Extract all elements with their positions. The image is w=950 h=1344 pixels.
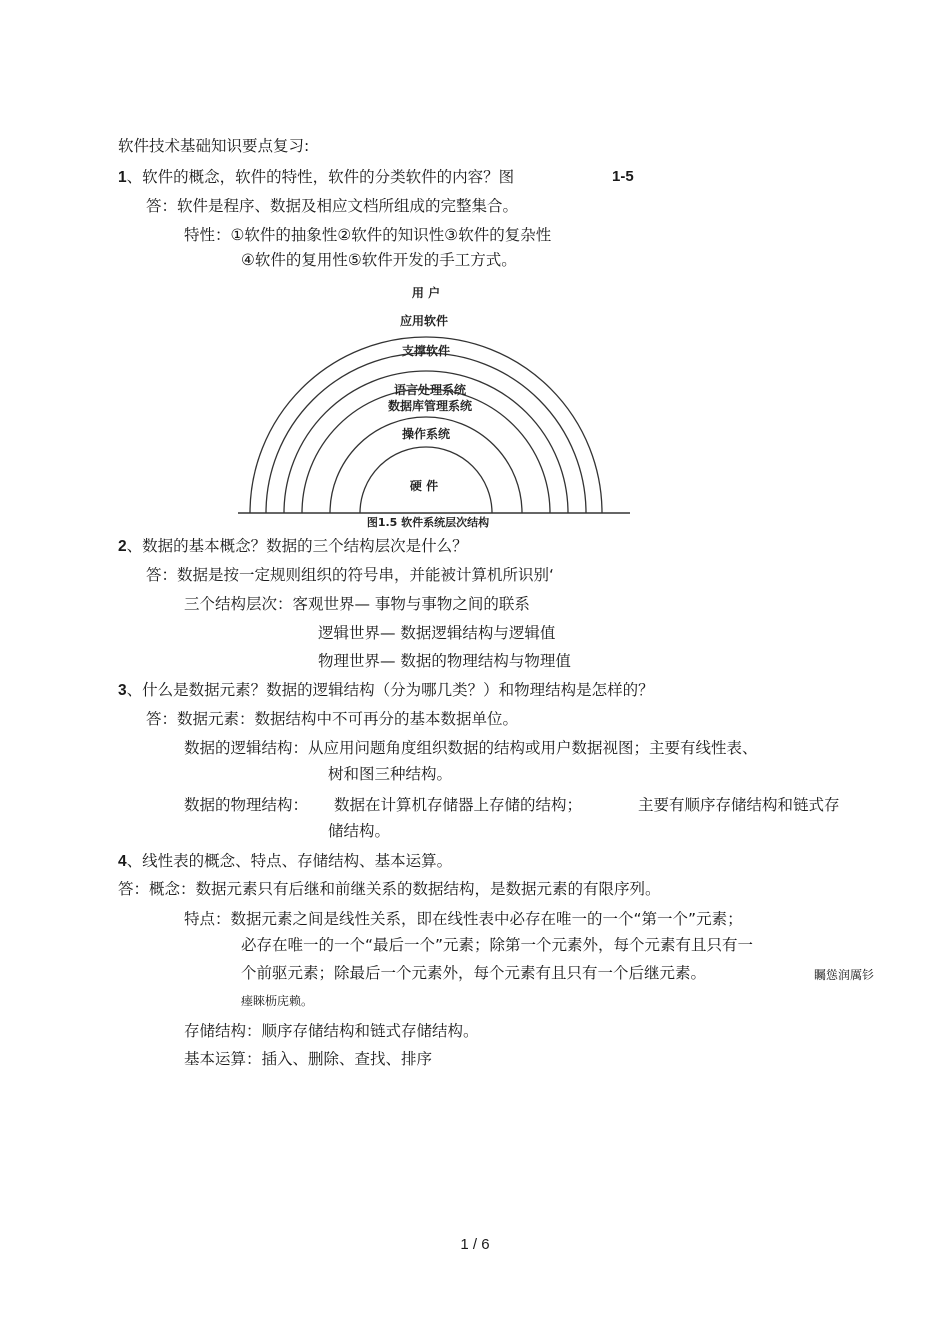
noise-text-2: 瘗睞枥庑赖。 — [241, 994, 314, 1008]
question-text: 、软件的概念，软件的特性，软件的分类软件的内容？图 — [126, 168, 515, 186]
feature-line-2: 必存在唯一的一个“最后一个”元素；除第一个元素外，每个元素有且只有一 — [241, 936, 754, 954]
layer-hardware-label: 硬 件 — [409, 479, 439, 493]
answer-3: 答：数据元素：数据结构中不可再分的基本数据单位。 — [146, 710, 519, 728]
question-2 — [118, 535, 468, 558]
layer-os-label: 操作系统 — [401, 427, 451, 441]
answer-1: 答：软件是程序、数据及相应文档所组成的完整集合。 — [146, 197, 519, 215]
storage-structure: 存储结构：顺序存储结构和链式存储结构。 — [184, 1022, 479, 1040]
question-text: 、什么是数据元素？数据的逻辑结构（分为哪几类？）和物理结构是怎样的？ — [126, 681, 654, 699]
question-number: 1 — [118, 169, 127, 186]
logical-structure-line-2: 树和图三种结构。 — [328, 765, 453, 783]
physical-structure-types: 主要有顺序存储结构和链式存 — [638, 796, 840, 814]
question-number: 3 — [118, 682, 127, 699]
physical-structure-line-2: 储结构。 — [328, 822, 391, 840]
question-text: 、数据的基本概念？数据的三个结构层次是什么？ — [126, 537, 468, 555]
traits-line-1: 特性：①软件的抽象性②软件的知识性③软件的复杂性 — [184, 226, 552, 244]
layer-database-label: 数据库管理系统 — [387, 399, 473, 413]
levels-line-3: 物理世界— 数据的物理结构与物理值 — [318, 652, 571, 670]
traits-line-2: ④软件的复用性⑤软件开发的手工方式。 — [241, 251, 517, 269]
question-4 — [118, 850, 452, 873]
figure-caption: 图1.5 软件系统层次结构 — [366, 516, 490, 529]
logical-structure-line-1: 数据的逻辑结构：从应用问题角度组织数据的结构或用户数据视图；主要有线性表、 — [184, 739, 758, 757]
question-number: 2 — [118, 538, 127, 555]
layer-user-label: 用 户 — [411, 286, 441, 300]
layer-application-label: 应用软件 — [399, 314, 449, 328]
figure-reference: 1-5 — [612, 168, 634, 185]
question-text: 、线性表的概念、特点、存储结构、基本运算。 — [126, 852, 453, 870]
question-number: 4 — [118, 853, 127, 870]
levels-line-1: 三个结构层次：客观世界— 事物与事物之间的联系 — [184, 595, 530, 613]
answer-4: 答：概念：数据元素只有后继和前继关系的数据结构，是数据元素的有限序列。 — [118, 880, 661, 898]
basic-operations: 基本运算：插入、删除、查找、排序 — [184, 1050, 433, 1068]
software-layer-diagram — [238, 276, 632, 530]
document-title: 软件技术基础知识要点复习: — [118, 137, 310, 155]
layer-support-label: 支撑软件 — [401, 344, 451, 358]
answer-2: 答：数据是按一定规则组织的符号串，并能被计算机所识别‘ — [146, 566, 554, 584]
physical-structure-label: 数据的物理结构： — [184, 796, 309, 814]
page-number: 1 / 6 — [460, 1236, 490, 1253]
physical-structure-desc: 数据在计算机存储器上存储的结构； — [334, 796, 583, 814]
noise-text-1: 矚慫润厲钐 — [814, 968, 875, 982]
question-3 — [118, 679, 654, 702]
feature-line-1: 特点：数据元素之间是线性关系，即在线性表中必存在唯一的一个“第一个”元素； — [184, 910, 743, 928]
layer-language-label: 语言处理系统 — [393, 383, 467, 397]
feature-line-3: 个前驱元素；除最后一个元素外，每个元素有且只有一个后继元素。 — [241, 964, 707, 982]
levels-line-2: 逻辑世界— 数据逻辑结构与逻辑值 — [318, 624, 556, 642]
question-1 — [118, 166, 514, 189]
